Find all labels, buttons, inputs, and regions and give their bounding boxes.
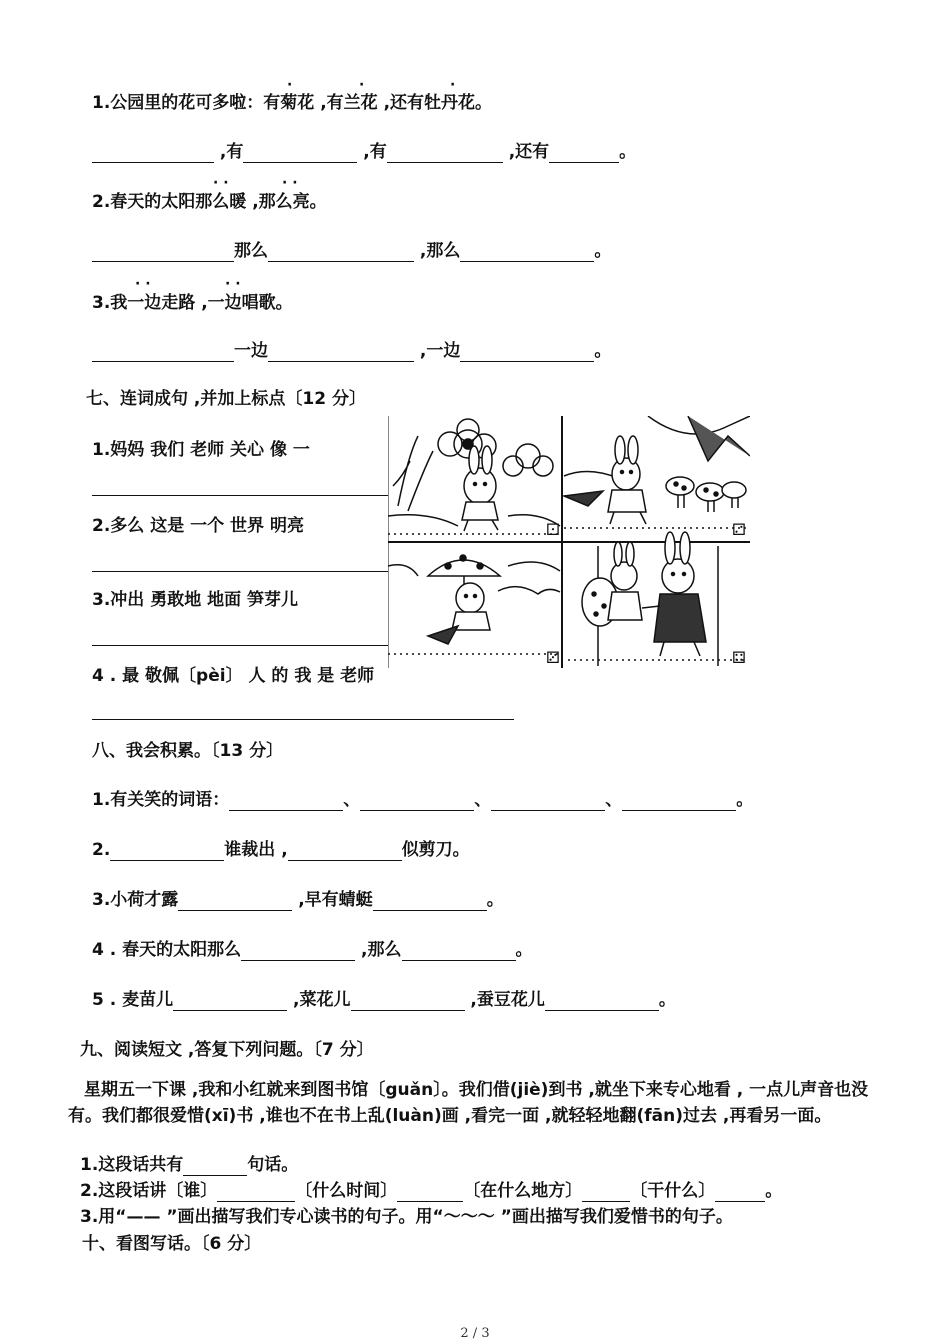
answer-blank[interactable] (387, 144, 503, 163)
answer-blank[interactable] (373, 892, 487, 911)
dice-one-icon: ⚀ (546, 520, 560, 539)
emphasis-dots: · · (225, 276, 241, 292)
sec6-q1-answer-row: ,有 ,有 ,还有 。 (92, 141, 636, 163)
answer-blank[interactable] (491, 792, 605, 811)
answer-blank[interactable] (397, 1183, 463, 1202)
sec9-q1: 1.这段话共有 句话。 (80, 1155, 299, 1175)
dice-four-icon: ⚃ (732, 648, 746, 667)
sec7-q4: 4 . 最 敬佩〔pèi〕 人 的 我 是 老师 (92, 666, 375, 686)
answer-blank[interactable] (229, 792, 343, 811)
answer-blank[interactable] (183, 1157, 247, 1176)
answer-blank[interactable] (268, 343, 414, 362)
answer-blank[interactable] (715, 1183, 765, 1202)
sec7-q3: 3.冲出 勇敢地 地面 笋芽儿 (92, 590, 299, 610)
page-number: 2 / 3 (460, 1326, 490, 1341)
answer-blank[interactable] (549, 144, 619, 163)
sec8-title: 八、我会积累。〔13 分〕 (92, 741, 284, 761)
answer-blank[interactable] (110, 842, 224, 861)
answer-blank[interactable] (173, 992, 287, 1011)
answer-blank[interactable] (217, 1183, 295, 1202)
answer-blank[interactable] (582, 1183, 630, 1202)
emphasis-dots: · · (135, 276, 151, 292)
sec8-q3: 3.小荷才露 ,早有蜻蜓 。 (92, 890, 504, 910)
emphasis-dots: · · (213, 175, 229, 191)
sec8-q4: 4 . 春天的太阳那么 ,那么 。 (92, 940, 533, 960)
sec6-q3-answer-row: 一边 ,一边 。 (92, 340, 611, 362)
emphasis-dots: · (450, 77, 456, 93)
sec9-passage: 星期五一下课 ,我和小红就来到图书馆〔guǎn〕。我们借(jiè)到书 ,就坐下来专心地看 , 一点儿声音也没有。我们都很爱惜(xī)书 ,谁也不在书上乱(luàn)画 ,看完一面 ,就轻轻地翻(fān)过去 ,再看另一面。 (68, 1080, 869, 1126)
sec8-q1: 1.有关笑的词语： 、 、 、 。 (92, 790, 754, 810)
answer-blank[interactable] (243, 144, 357, 163)
sec7-title: 七、连词成句 ,并加上标点〔12 分〕 (86, 389, 366, 409)
answer-blank[interactable] (288, 842, 402, 861)
dice-two-icon: ⚁ (732, 520, 746, 539)
answer-blank[interactable] (460, 343, 594, 362)
sec10-title: 十、看图写话。〔6 分〕 (82, 1234, 262, 1254)
answer-line[interactable] (92, 571, 392, 572)
sec9-q3: 3.用“—— ”画出描写我们专心读书的句子。用“～～～ ”画出描写我们爱惜书的句子。 (80, 1207, 733, 1227)
sec9-q2: 2.这段话讲〔谁〕 〔什么时间〕 〔在什么地方〕 〔干什么〕 。 (80, 1181, 783, 1201)
answer-blank[interactable] (92, 343, 234, 362)
answer-blank[interactable] (360, 792, 474, 811)
answer-line[interactable] (92, 495, 392, 496)
answer-blank[interactable] (351, 992, 465, 1011)
sec6-q3-text: 3.我一边走路 ,一边唱歌。 (92, 293, 293, 313)
answer-blank[interactable] (178, 892, 292, 911)
answer-blank[interactable] (92, 144, 214, 163)
answer-blank[interactable] (268, 243, 414, 262)
answer-blank[interactable] (92, 243, 234, 262)
sec7-q2: 2.多么 这是 一个 世界 明亮 (92, 516, 304, 536)
sec8-q2: 2. 谁裁出 , 似剪刀。 (92, 840, 470, 860)
emphasis-dots: · (287, 77, 293, 93)
answer-blank[interactable] (622, 792, 736, 811)
answer-blank[interactable] (460, 243, 594, 262)
dice-three-icon: ⚂ (546, 648, 560, 667)
comic-illustration (388, 416, 750, 668)
answer-line[interactable] (92, 719, 514, 720)
answer-blank[interactable] (545, 992, 659, 1011)
answer-blank[interactable] (402, 942, 516, 961)
sec7-q1: 1.妈妈 我们 老师 关心 像 一 (92, 440, 310, 460)
comic-svg (388, 416, 750, 668)
sec9-title: 九、阅读短文 ,答复下列问题。〔7 分〕 (80, 1040, 374, 1060)
sec6-q1-text: 1.公园里的花可多啦：有菊花 ,有兰花 ,还有牡丹花。 (92, 93, 493, 113)
emphasis-dots: · · (282, 175, 298, 191)
answer-blank[interactable] (241, 942, 355, 961)
answer-line[interactable] (92, 645, 392, 646)
sec6-q2-answer-row: 那么 ,那么 。 (92, 240, 611, 262)
emphasis-dots: · (359, 77, 365, 93)
sec6-q2-text: 2.春天的太阳那么暖 ,那么亮。 (92, 192, 327, 212)
sec8-q5: 5 . 麦苗儿 ,菜花儿 ,蚕豆花儿 。 (92, 990, 676, 1010)
